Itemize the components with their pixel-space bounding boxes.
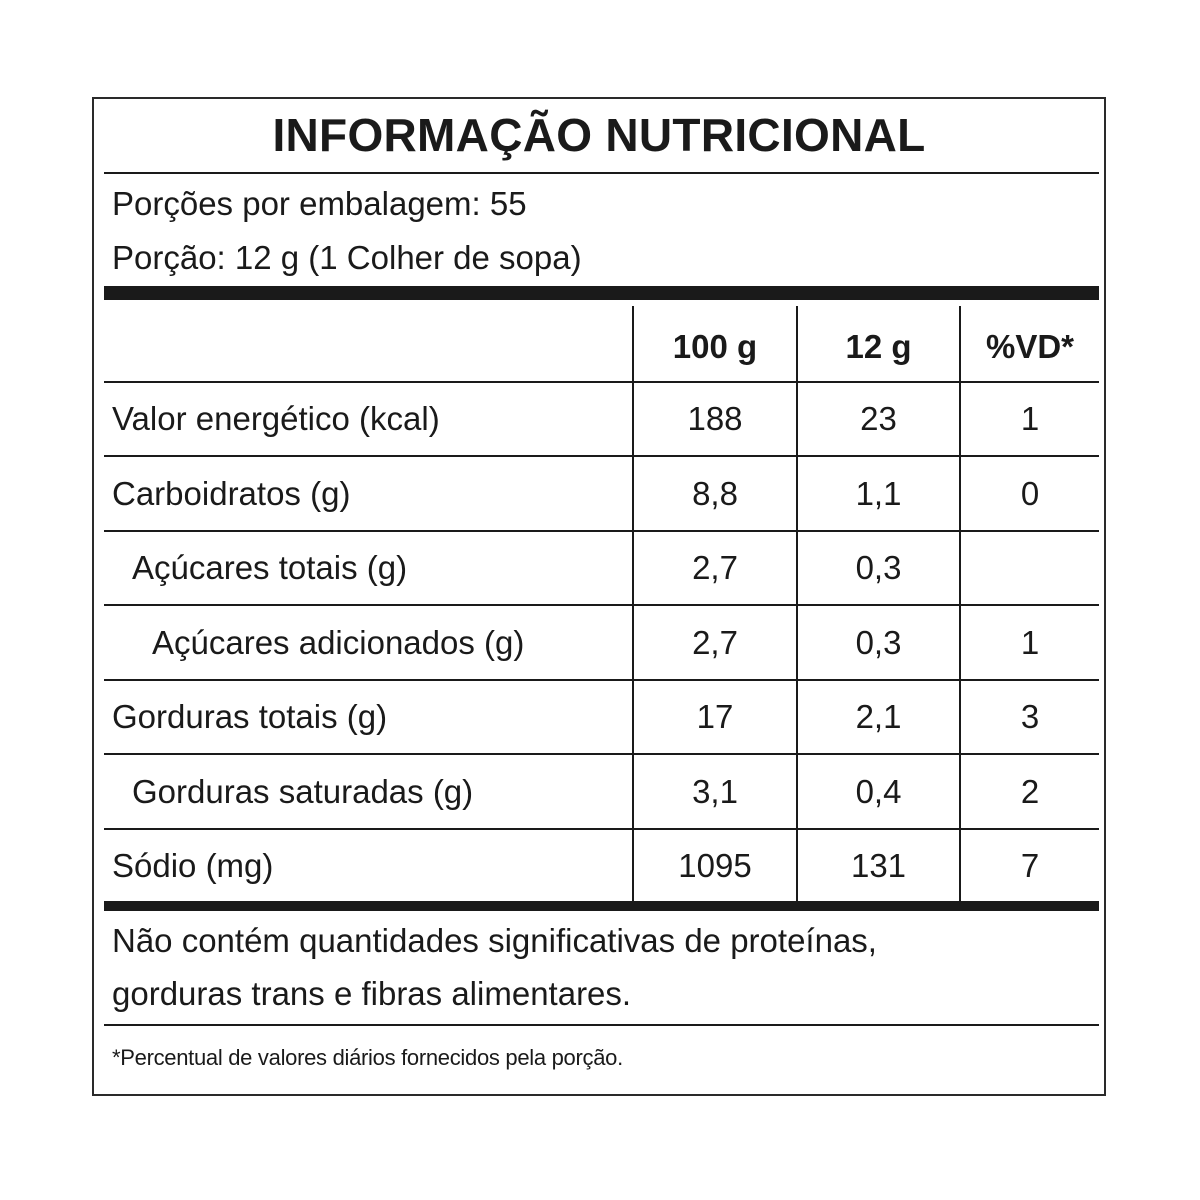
note-line-1: Não contém quantidades significativas de proteínas, <box>112 922 877 959</box>
column-header-vd: %VD* <box>985 328 1075 365</box>
table-row-divider <box>104 828 1099 830</box>
label-title: INFORMAÇÃO NUTRICIONAL <box>272 109 926 161</box>
column-divider <box>959 306 961 906</box>
nutrient-name: Açúcares totais (g) <box>132 549 408 586</box>
nutrient-name: Gorduras saturadas (g) <box>132 773 474 810</box>
nutrient-value-100g: 2,7 <box>692 624 738 661</box>
note-divider <box>104 1024 1099 1026</box>
column-divider <box>796 306 798 906</box>
table-row-divider <box>104 381 1099 383</box>
nutrient-name: Valor energético (kcal) <box>112 400 440 437</box>
nutrient-name: Gorduras totais (g) <box>112 698 388 735</box>
nutrient-value-serving: 2,1 <box>855 698 902 735</box>
table-row-divider <box>104 530 1099 532</box>
nutrient-value-vd: 1 <box>1020 624 1040 661</box>
nutrient-value-vd: 3 <box>1020 698 1040 735</box>
nutrient-value-100g: 17 <box>696 698 734 735</box>
table-row-divider <box>104 604 1099 606</box>
title-divider <box>104 172 1099 174</box>
column-header-serving: 12 g <box>845 328 912 365</box>
column-header-100g: 100 g <box>672 328 758 365</box>
nutrient-value-serving: 0,3 <box>855 549 902 586</box>
nutrient-value-100g: 1095 <box>678 847 752 884</box>
nutrient-name: Carboidratos (g) <box>112 475 351 512</box>
table-row-divider <box>104 455 1099 457</box>
nutrient-value-serving: 131 <box>850 847 907 884</box>
nutrient-value-serving: 23 <box>860 400 897 437</box>
note-line-2: gorduras trans e fibras alimentares. <box>112 975 632 1012</box>
nutrition-facts-label <box>92 97 1106 1096</box>
table-bottom-divider <box>104 901 1099 911</box>
nutrient-value-vd: 7 <box>1020 847 1040 884</box>
nutrient-value-vd: 2 <box>1020 773 1040 810</box>
nutrient-name: Sódio (mg) <box>112 847 274 884</box>
nutrient-value-100g: 8,8 <box>692 475 738 512</box>
table-row-divider <box>104 753 1099 755</box>
servings-per-package: Porções por embalagem: 55 <box>112 185 527 222</box>
nutrient-value-100g: 188 <box>687 400 743 437</box>
nutrient-name: Açúcares adicionados (g) <box>152 624 525 661</box>
serving-size: Porção: 12 g (1 Colher de sopa) <box>112 239 582 276</box>
daily-value-footnote: *Percentual de valores diários fornecidos pela porção. <box>112 1045 623 1070</box>
nutrient-value-vd: 0 <box>1020 475 1040 512</box>
column-divider <box>632 306 634 906</box>
nutrient-value-serving: 0,3 <box>855 624 902 661</box>
serving-divider <box>104 286 1099 300</box>
nutrient-value-vd: 1 <box>1020 400 1040 437</box>
nutrient-value-serving: 0,4 <box>855 773 902 810</box>
nutrient-value-serving: 1,1 <box>855 475 902 512</box>
table-row-divider <box>104 679 1099 681</box>
nutrient-value-100g: 3,1 <box>692 773 738 810</box>
nutrient-value-100g: 2,7 <box>692 549 738 586</box>
